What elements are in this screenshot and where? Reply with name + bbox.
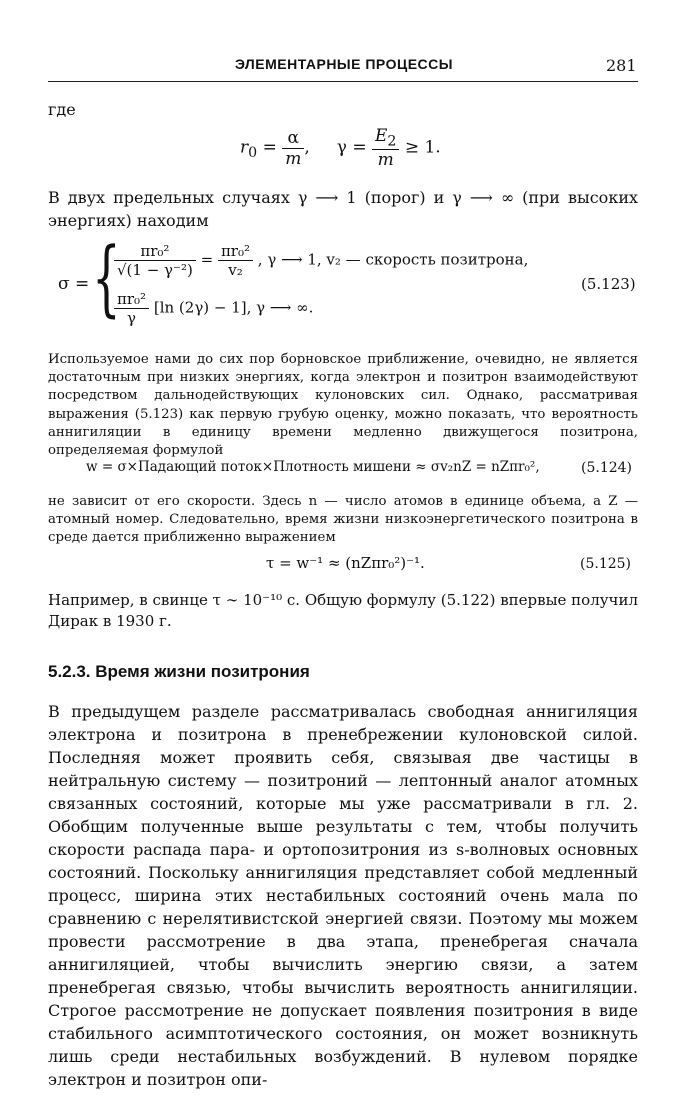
paragraph-born-approximation <box>48 351 638 460</box>
equation-number-5-124: (5.124) <box>581 460 633 476</box>
line-1-equals: = <box>200 250 214 269</box>
line-1-tail: , γ ⟶ 1, v₂ — скорость позитрона, <box>257 250 529 269</box>
geq-one: ≥ 1. <box>404 137 441 158</box>
where-word: где <box>48 100 76 119</box>
paragraph-4: Например, в свинце τ ∼ 10⁻¹⁰ с. Общую формулу (5.122) впервые получил Дирак в 1930 г. <box>48 591 638 630</box>
fraction-1-denominator: √(1 − γ⁻²) <box>117 261 193 279</box>
equation-5-125: τ = w⁻¹ ≈ (nZπr₀²)⁻¹. <box>266 554 425 572</box>
paragraph-limit-cases <box>48 186 638 232</box>
paragraph-lead-example <box>48 590 638 632</box>
paragraph-lifetime <box>48 493 638 548</box>
equation-r0-gamma: $r_0$ = $\frac{\alpha}{m}$ , γ = $\frac{E_2}{m}$ ≥ 1. <box>240 126 441 171</box>
e2-over-m <box>372 126 399 170</box>
fraction-3-denominator: γ <box>127 309 137 327</box>
fraction-pir0-v2 <box>218 242 253 279</box>
alpha-over-m <box>282 128 304 169</box>
fraction-2-numerator: πr₀² <box>218 242 253 261</box>
paragraph-5: В предыдущем разделе рассматривалась свободная аннигиляция электрона и позитрона в пренебрежении кулоновской силой. Последняя может проявить себя, связывая две частицы в нейтральную систему — позитроний — лептонный аналог атомных связанных состояний, которые мы уже рассматривали в гл. 2. Обобщим полученные выше результаты с тем, чтобы получить скорости распада пара- и ортопозитрония из s-волновых основных состояний. Поскольку аннигиляция представляет собой медленный процесс, ширина этих нестабильных состояний очень мала по сравнению с нерелятивистской энергией связи. Поэтому мы можем провести рассмотрение в два этапа, пренебрегая сначала аннигиляцией, чтобы вычислить энергию связи, а затем пренебрегая связью, чтобы вычислить вероятность аннигиляции. Строгое рассмотрение не допускает появления позитрония в виде стабильного асимптотического состояния, он может возникнуть лишь среди нестабильных возбуждений. В нулевом порядке электрон и позитрон опи- <box>48 702 638 1089</box>
m-denominator: m <box>285 148 302 169</box>
r0-symbol: r <box>240 137 249 158</box>
e2-symbol: E <box>375 126 388 146</box>
where-word-block <box>48 98 638 121</box>
equation-number-5-125: (5.125) <box>580 556 632 572</box>
paragraph-1: В двух предельных случаях γ ⟶ 1 (порог) и γ ⟶ ∞ (при высоких энергиях) находим <box>48 188 638 230</box>
equation-5-123-line-2 <box>114 290 313 327</box>
running-title: ЭЛЕМЕНТАРНЫЕ ПРОЦЕССЫ <box>235 56 453 72</box>
gamma-equals: γ = <box>336 137 367 158</box>
fraction-pir0-sqrt <box>114 242 196 279</box>
page-number: 281 <box>606 56 637 75</box>
alpha: α <box>282 128 304 149</box>
header-rule <box>48 81 638 82</box>
r0-subscript: 0 <box>248 145 258 162</box>
fraction-1-numerator: πr₀² <box>114 242 196 261</box>
equation-5-124: w = σ×Падающий поток×Плотность мишени ≈ σv₂nZ = nZπr₀², <box>86 459 540 475</box>
fraction-2-denominator: v₂ <box>228 261 243 279</box>
fraction-pir0-gamma <box>114 290 149 327</box>
line-2-tail: [ln (2γ) − 1], γ ⟶ ∞. <box>153 298 314 317</box>
section-title: 5.2.3. Время жизни позитрония <box>48 662 310 681</box>
paragraph-3: не зависит от его скорости. Здесь n — число атомов в единице объема, а Z — атомный номер. Следовательно, время жизни низкоэнергетического позитрона в среде дается приближенно выражением <box>48 494 638 546</box>
paragraph-positronium <box>48 700 638 1091</box>
equation-5-123-line-1 <box>114 242 528 279</box>
e2-subscript: 2 <box>387 133 397 150</box>
left-brace: { <box>92 231 121 326</box>
equation-number-5-123: (5.123) <box>581 275 636 293</box>
m-denominator-2: m <box>377 150 394 171</box>
fraction-3-numerator: πr₀² <box>114 290 149 309</box>
paragraph-2: Используемое нами до сих пор борновское приближение, очевидно, не является достаточным при низких энергиях, когда электрон и позитрон взаимодействуют посредством дальнодействующих кулоновских сил. Однако, рассматривая выражения (5.123) как первую грубую оценку, можно показать, что вероятность аннигиляции в единицу времени медленно движущегося позитрона, определяемая формулой <box>48 352 638 459</box>
equals-sign: = <box>262 137 277 158</box>
sigma-lhs: σ = <box>58 274 90 294</box>
